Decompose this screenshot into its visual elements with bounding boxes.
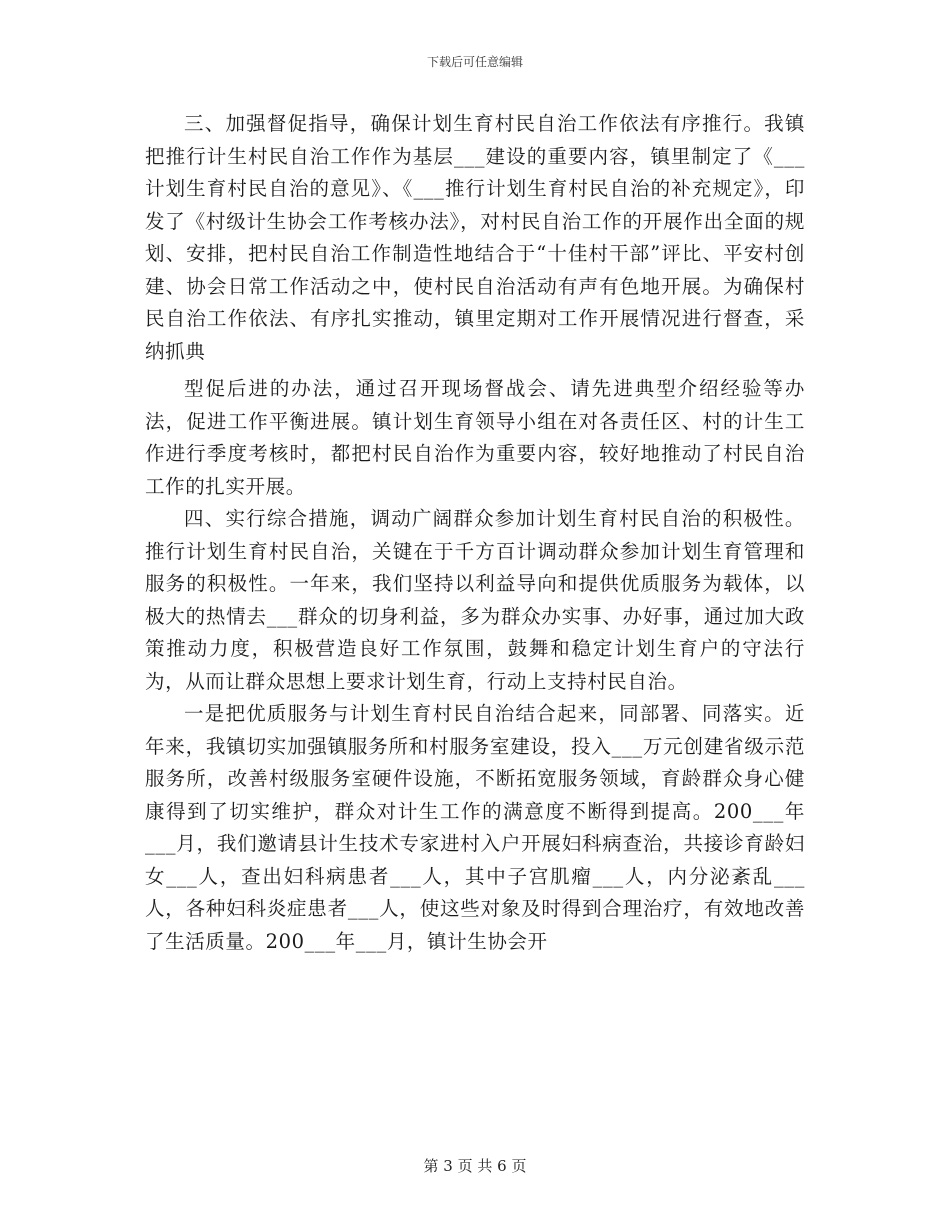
paragraph-3: 三、加强督促指导，确保计划生育村民自治工作依法有序推行。我镇把推行计生村民自治工作作为基层___建设的重要内容，镇里制定了《___计划生育村民自治的意见》、《___推行计划生育村民自治的补充规定》，印发了《村级计生协会工作考核办法》，对村民自治工作的开展作出全面的规划、安排，把村民自治工作制造性地结合于“十佳村干部”评比、平安村创建、协会日常工作活动之中，使村民自治活动有声有色地开展。为确保村民自治工作依法、有序扎实推动，镇里定期对工作开展情况进行督查，采纳抓典 <box>145 112 805 363</box>
paragraph-4-item-1: 一是把优质服务与计划生育村民自治结合起来，同部署、同落实。近年来，我镇切实加强镇服务所和村服务室建设，投入___万元创建省级示范服务所，改善村级服务室硬件设施，不断拓宽服务领域，育龄群众身心健康得到了切实维护，群众对计生工作的满意度不断得到提高。200___年___月，我们邀请县计生技术专家进村入户开展妇科病查治，共接诊育龄妇女___人，查出妇科病患者___人，其中子宫肌瘤___人，内分泌紊乱___人，各种妇科炎症患者___人，使这些对象及时得到合理治疗，有效地改善了生活质量。200___年___月，镇计生协会开 <box>145 702 805 953</box>
page-footer: 第 3 页 共 6 页 <box>423 1157 527 1175</box>
paragraph-3-continued: 型促后进的办法，通过召开现场督战会、请先进典型介绍经验等办法，促进工作平衡进展。镇计划生育领导小组在对各责任区、村的计生工作进行季度考核时，都把村民自治作为重要内容，较好地推动了村民自治工作的扎实开展。 <box>145 377 805 498</box>
document-body <box>145 108 805 958</box>
paragraph-4: 四、实行综合措施，调动广阔群众参加计划生育村民自治的积极性。推行计划生育村民自治，关键在于千方百计调动群众参加计划生育管理和服务的积极性。一年来，我们坚持以利益导向和提供优质服务为载体，以极大的热情去___群众的切身利益，多为群众办实事、办好事，通过加大政策推动力度，积极营造良好工作氛围，鼓舞和稳定计划生育户的守法行为，从而让群众思想上要求计划生育，行动上支持村民自治。 <box>145 507 805 693</box>
page-header: 下载后可任意编辑 <box>426 55 523 69</box>
